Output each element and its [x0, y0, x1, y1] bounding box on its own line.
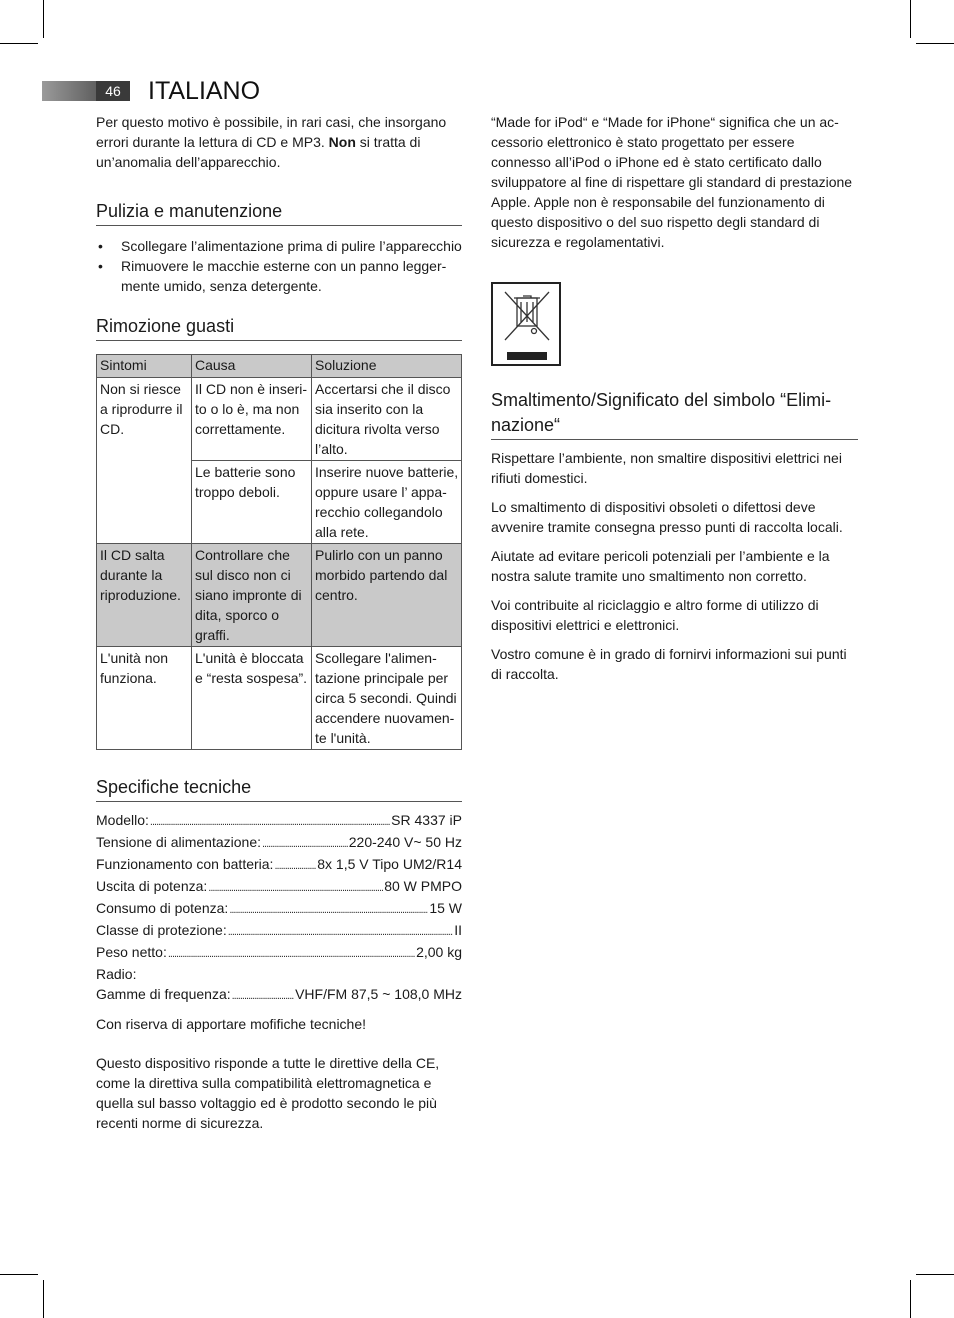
leader-dots: [232, 984, 294, 1006]
spec-value: 8x 1,5 V Tipo UM2/R14: [317, 856, 462, 872]
spec-value: 80 W PMPO: [384, 878, 462, 894]
table-row: [97, 544, 462, 647]
bin-graphic: [493, 284, 559, 364]
spec-row: [96, 898, 462, 920]
specs-list: [96, 810, 462, 1006]
spec-row: [96, 854, 462, 876]
disposal-paragraph: Lo smaltimento di dispositivi obsoleti o difettosi deve avvenire tramite consegna presso punti di raccolta locali.: [491, 499, 843, 535]
list-item-text: Rimuovere le macchie esterne con un panno legger-mente umido, senza detergente.: [121, 258, 447, 294]
spec-value: 15 W: [429, 900, 462, 916]
table-row: [97, 378, 462, 461]
leader-dots: [228, 920, 453, 942]
spec-value: 220-240 V~ 50 Hz: [348, 834, 462, 850]
symptom-cell: L'unità non funziona.: [97, 647, 192, 750]
page-title: ITALIANO: [148, 77, 261, 105]
leader-dots: [262, 832, 348, 854]
right-column: [491, 112, 858, 684]
crop-mark: [916, 43, 954, 44]
solution-cell: Scollegare l'alimen-tazione principale per circa 5 secondi. Quindi accendere nuovamen-te l'unità.: [312, 647, 462, 750]
leader-dots: [168, 942, 415, 964]
cleaning-list: [96, 236, 462, 296]
spec-row: [96, 832, 462, 854]
list-item: [96, 236, 462, 256]
crop-mark: [916, 1274, 954, 1275]
solution-cell: Inserire nuove batterie, oppure usare l’ appa-recchio collegandolo alla rete.: [312, 461, 462, 544]
crop-mark: [43, 0, 44, 38]
troubleshoot-heading: Rimozione guasti: [96, 314, 462, 341]
crop-mark: [0, 1274, 38, 1275]
spec-value: II: [454, 922, 462, 938]
crop-mark: [43, 1280, 44, 1318]
spec-value: VHF/FM 87,5 ~ 108,0 MHz: [295, 986, 462, 1002]
column-header: Causa: [192, 355, 312, 378]
leader-dots: [274, 854, 316, 876]
spec-label: Modello:: [96, 812, 149, 828]
leader-dots: [150, 810, 390, 832]
spec-value: SR 4337 iP: [391, 812, 462, 828]
intro-bold: Non: [328, 134, 356, 150]
spec-label: Tensione di alimentazione:: [96, 834, 261, 850]
disposal-paragraph: Rispettare l’ambiente, non smaltire dispositivi elettrici nei rifiuti domestici.: [491, 450, 842, 486]
spec-row: [96, 876, 462, 898]
crop-mark: [910, 1280, 911, 1318]
ce-statement: Questo dispositivo risponde a tutte le direttive della CE, come la direttiva sulla compatibilità elettromagnetica e quella sul basso voltaggio ed è prodotto secondo le più recenti norme di sicurezza.: [96, 1055, 440, 1131]
symptom-cell: Il CD salta durante la riproduzione.: [97, 544, 192, 647]
crop-mark: [910, 0, 911, 38]
cause-cell: Il CD non è inseri-to o lo è, ma non correttamente.: [192, 378, 312, 461]
disposal-paragraph: Aiutate ad evitare pericoli potenziali per l’ambiente e la nostra salute tramite uno smaltimento non corretto.: [491, 548, 830, 584]
symptom-cell: Non si riesce a riprodurre il CD.: [97, 378, 192, 544]
spec-row: [96, 810, 462, 832]
disposal-paragraph: Vostro comune è in grado di fornirvi informazioni sui punti di raccolta.: [491, 646, 847, 682]
cause-cell: L'unità è bloccata e “resta sospesa”.: [192, 647, 312, 750]
specs-heading: Specifiche tecniche: [96, 775, 462, 802]
column-header: Sintomi: [97, 355, 192, 378]
ipod-paragraph: “Made for iPod“ e “Made for iPhone“ significa che un ac-cessorio elettronico è stato progettato per essere connesso all’iPod o iPhone ed è stato certificato dallo sviluppatore al fine di rispettare gli standard di prestazione Apple. Apple non è responsabile del funzionamento di questo dispositivo o del suo rispetto degli standard di sicurezza e regolamentativi.: [491, 114, 853, 250]
spec-row: [96, 984, 462, 1006]
disposal-heading: Smaltimento/Significato del simbolo “Elimi-nazione“: [491, 388, 858, 440]
intro-text-end: si tratta di un’anomalia dell’apparecchio.: [96, 134, 421, 170]
left-column: [96, 112, 462, 1133]
solution-cell: Accertarsi che il disco sia inserito con la dicitura rivolta verso l’alto.: [312, 378, 462, 461]
leader-dots: [229, 898, 428, 920]
intro-text: Per questo motivo è possibile, in rari casi, che insorgano errori durante la lettura di CD e MP3.: [96, 114, 447, 150]
cause-cell: Controllare che sul disco non ci siano impronte di dita, sporco o graffi.: [192, 544, 312, 647]
disposal-paragraph: Voi contribuite al riciclaggio e altro forme di utilizzo di dispositivi elettrici e elettronici.: [491, 597, 819, 633]
list-item: [96, 256, 462, 296]
reserve-note: Con riserva di apportare mofifiche tecniche!: [96, 1016, 367, 1032]
crop-mark: [0, 43, 38, 44]
crossed-out-wheelie-bin-icon: [491, 282, 561, 366]
spec-label: Peso netto:: [96, 944, 167, 960]
leader-dots: [208, 876, 383, 898]
page-number: 46: [96, 81, 130, 101]
cleaning-heading: Pulizia e manutenzione: [96, 199, 462, 226]
list-item-text: Scollegare l’alimentazione prima di pulire l’apparecchio: [121, 238, 462, 254]
table-header-row: [97, 355, 462, 378]
spec-row: [96, 920, 462, 942]
table-row: [97, 647, 462, 750]
spec-label: Classe di protezione:: [96, 922, 227, 938]
spec-label: Uscita di potenza:: [96, 878, 208, 894]
solution-cell: Pulirlo con un panno morbido partendo dal centro.: [312, 544, 462, 647]
bullet: •: [98, 238, 103, 254]
intro-paragraph: [96, 112, 462, 172]
column-header: Soluzione: [312, 355, 462, 378]
spec-row: [96, 942, 462, 964]
spec-label: Funzionamento con batteria:: [96, 856, 274, 872]
spec-label: Consumo di potenza:: [96, 900, 229, 916]
bullet: •: [98, 258, 103, 274]
spec-label: Gamme di frequenza:: [96, 986, 231, 1002]
cause-cell: Le batterie sono troppo deboli.: [192, 461, 312, 544]
troubleshoot-table: [96, 354, 462, 750]
spec-value: 2,00 kg: [416, 944, 462, 960]
radio-label: Radio:: [96, 966, 137, 982]
